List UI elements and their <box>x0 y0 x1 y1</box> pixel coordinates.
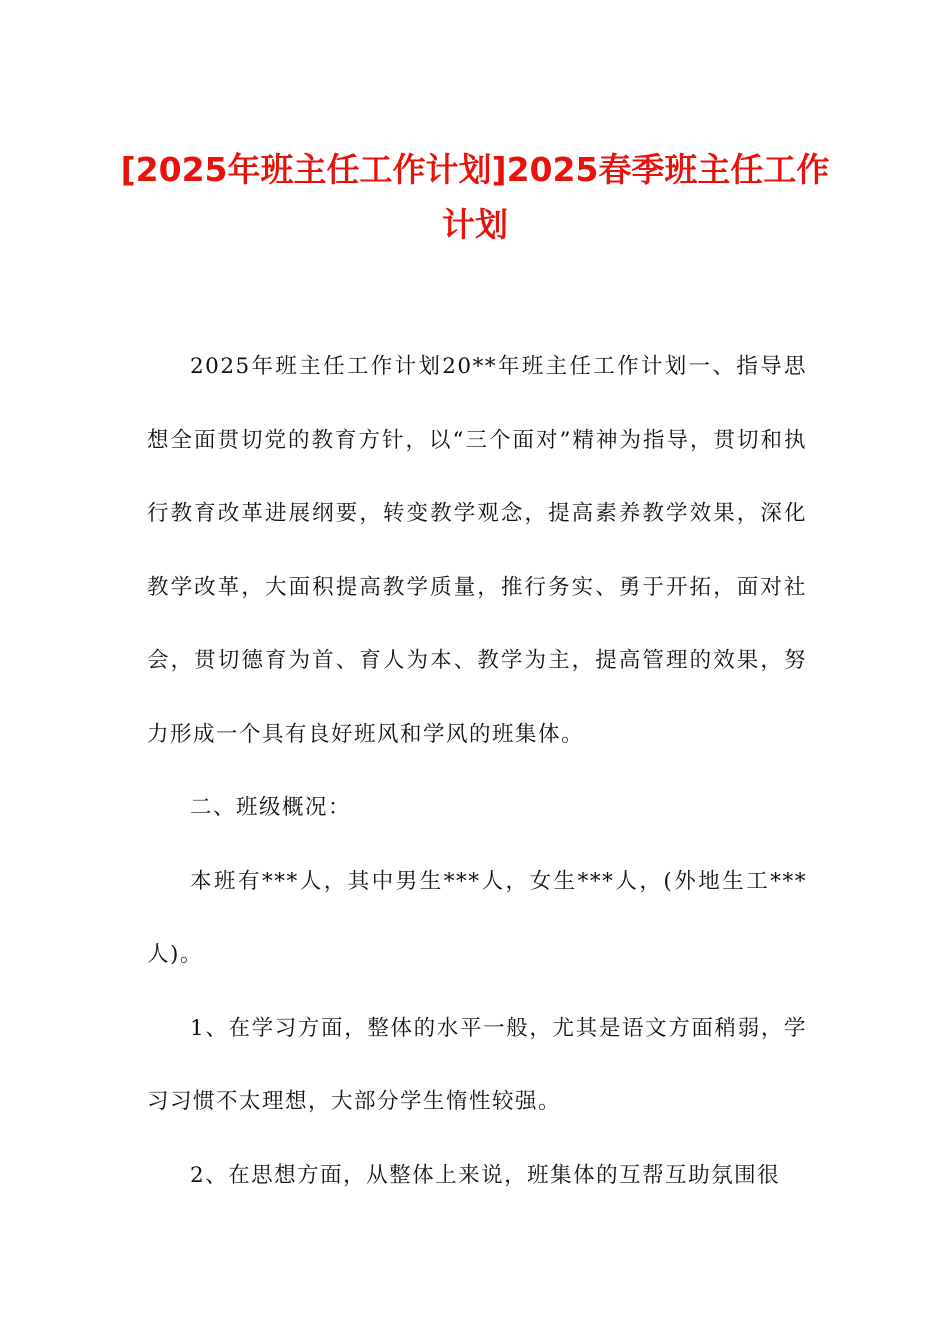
paragraph-class-overview-heading: 二、班级概况： <box>190 795 352 820</box>
paragraph-guiding-ideology: 2025年班主任工作计划20**年班主任工作计划一、指导思想全面贯切党的教育方针，以“三个面对”精神为指导，贯切和执行教育改革进展纲要，转变教学观念，提高素养教学效果，深化教学改革，大面积提高教学质量，推行务实、勇于开拓，面对社会，贯切德育为首、育人为本、教学为主，提高管理的效果，努力形成一个具有良好班风和学风的班集体。 <box>147 354 807 747</box>
paragraph-thought-aspect: 2、在思想方面，从整体上来说，班集体的互帮互助氛围很 <box>190 1162 781 1188</box>
document-title: [2025年班主任工作计划]2025春季班主任工作计划 <box>120 150 830 244</box>
paragraph-class-size: 本班有***人，其中男生***人，女生***人，(外地生工***人)。 <box>147 868 807 967</box>
document-body <box>147 330 807 1212</box>
paragraph-study-aspect: 1、在学习方面，整体的水平一般，尤其是语文方面稍弱，学习习惯不太理想，大部分学生惰性较强。 <box>147 1015 807 1114</box>
